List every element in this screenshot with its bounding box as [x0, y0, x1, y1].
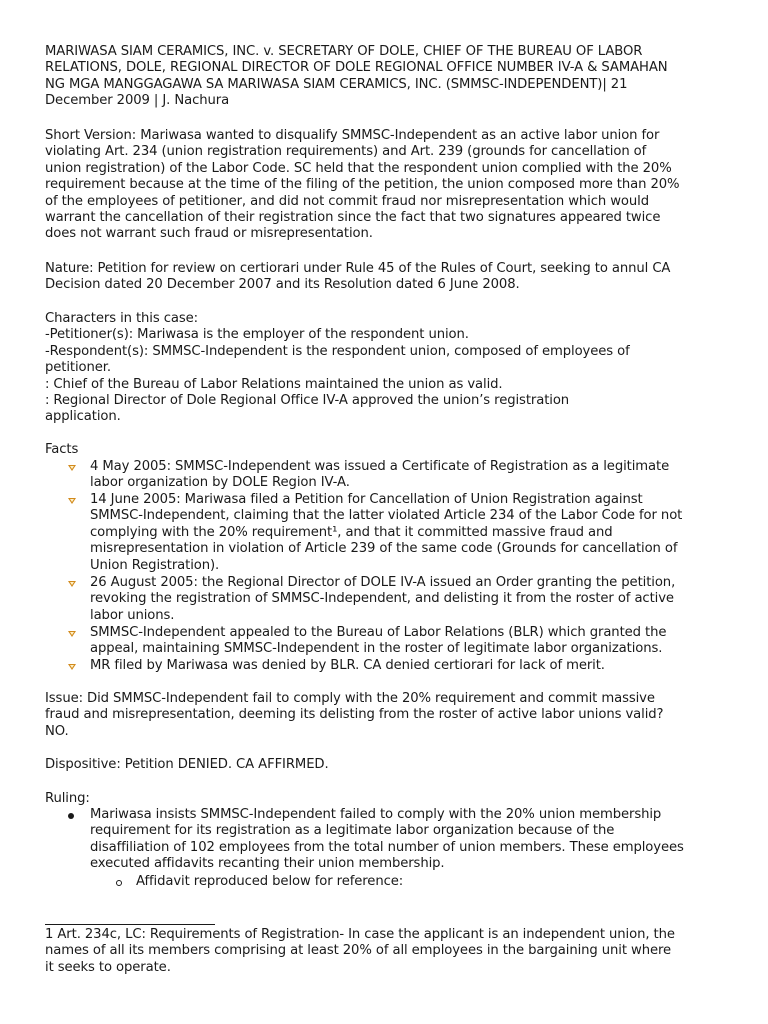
- short-version: Short Version: Mariwasa wanted to disqualify SMMSC-Independent as an active labor union for violating Art. 234 (union registration requirements) and Art. 239 (grounds for cancellation of union registration) of the Labor Code. SC held that the respondent union complied with the 20% requirement because at the time of the filing of the petition, the union composed more than 20% of the employees of petitioner, and did not commit fraud nor misrepresentation which would warrant the cancellation of their registration since the fact that two signatures appeared twice does not warrant such fraud or misrepresentation.: [45, 128, 680, 242]
- ruling-item: Mariwasa insists SMMSC-Independent failed to comply with the 20% union membership requirement for its registration as a legitimate labor organization because of the disaffiliation of 102 employees from the total number of union members. These employees executed affidavits recanting their union membership.: [90, 807, 684, 872]
- arrow-bullet-icon: [68, 465, 76, 471]
- fact-item: MR filed by Mariwasa was denied by BLR. CA denied certiorari for lack of merit.: [90, 658, 605, 673]
- arrow-bullet-icon: [68, 498, 76, 504]
- issue: Issue: Did SMMSC-Independent fail to comply with the 20% requirement and commit massive fraud and misrepresentation, deeming its delisting from the roster of active labor unions valid? NO.: [45, 691, 664, 739]
- characters-petitioner: -Petitioner(s): Mariwasa is the employer of the respondent union.: [45, 327, 469, 342]
- ruling-sub-item: Affidavit reproduced below for reference:: [136, 874, 404, 889]
- characters-chief: : Chief of the Bureau of Labor Relations maintained the union as valid.: [45, 377, 503, 392]
- facts-heading: Facts: [45, 442, 79, 457]
- arrow-bullet-icon: [68, 664, 76, 670]
- characters-director: : Regional Director of Dole Regional Office IV-A approved the union’s registration application.: [45, 393, 570, 425]
- characters-respondent: -Respondent(s): SMMSC-Independent is the respondent union, composed of employees of petitioner.: [45, 344, 630, 376]
- hollow-bullet-icon: [116, 880, 122, 886]
- arrow-bullet-icon: [68, 631, 76, 637]
- case-title: MARIWASA SIAM CERAMICS, INC. v. SECRETARY OF DOLE, CHIEF OF THE BUREAU OF LABOR RELATIONS, DOLE, REGIONAL DIRECTOR OF DOLE REGIONAL OFFICE NUMBER IV-A & SAMAHAN NG MGA MANGGAGAWA SA MARIWASA SIAM CERAMICS, INC. (SMMSC-INDEPENDENT)| 21 December 2009 | J. Nachura: [45, 44, 668, 109]
- footnote: 1 Art. 234c, LC: Requirements of Registration- In case the applicant is an independent union, the names of all its members comprising at least 20% of all employees in the bargaining unit where it seeks to operate.: [45, 927, 675, 975]
- ruling-heading: Ruling:: [45, 791, 90, 806]
- dispositive: Dispositive: Petition DENIED. CA AFFIRMED.: [45, 757, 329, 772]
- characters-heading: Characters in this case:: [45, 311, 198, 326]
- arrow-bullet-icon: [68, 581, 76, 587]
- fact-item: 26 August 2005: the Regional Director of DOLE IV-A issued an Order granting the petition, revoking the registration of SMMSC-Independent, and delisting it from the roster of active labor unions.: [90, 575, 676, 623]
- fact-item: SMMSC-Independent appealed to the Bureau of Labor Relations (BLR) which granted the appeal, maintaining SMMSC-Independent in the roster of legitimate labor organizations.: [90, 625, 667, 657]
- nature: Nature: Petition for review on certiorari under Rule 45 of the Rules of Court, seeking to annul CA Decision dated 20 December 2007 and its Resolution dated 6 June 2008.: [45, 261, 671, 293]
- bullet-icon: [68, 813, 74, 819]
- fact-item: 14 June 2005: Mariwasa filed a Petition for Cancellation of Union Registration against SMMSC-Independent, claiming that the latter violated Article 234 of the Labor Code for not complying with the 20% requirement¹, and that it committed massive fraud and misrepresentation in violation of Article 239 of the same code (Grounds for cancellation of Union Registration).: [90, 492, 683, 573]
- footnote-divider: [45, 924, 215, 925]
- fact-item: 4 May 2005: SMMSC-Independent was issued a Certificate of Registration as a legitimate labor organization by DOLE Region IV-A.: [90, 459, 670, 491]
